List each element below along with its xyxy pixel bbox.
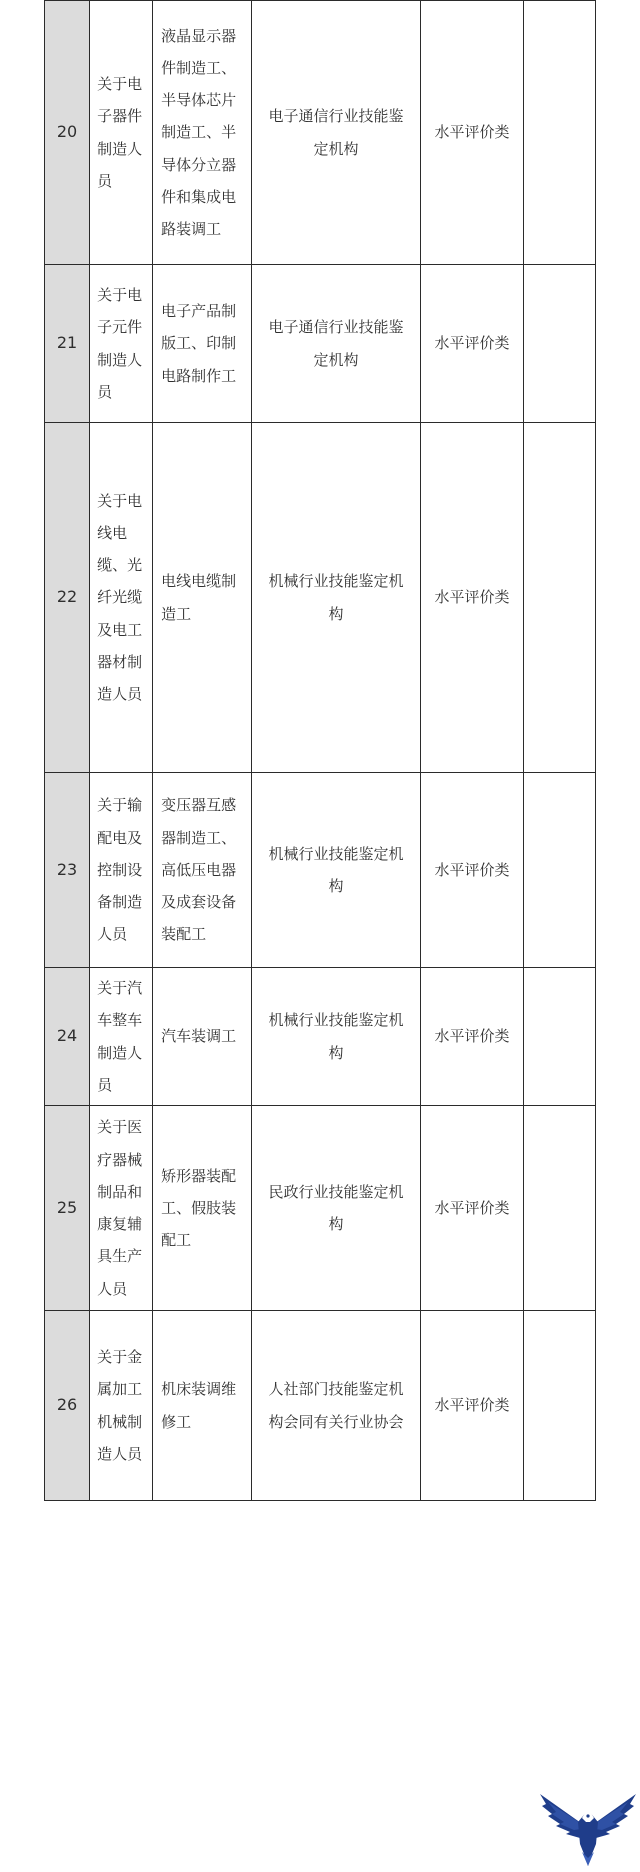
category-cell: 关于电子器件制造人员 (90, 1, 153, 265)
evaluation-type-cell: 水平评价类 (421, 1, 523, 265)
agency-cell: 机械行业技能鉴定机构 (251, 423, 421, 773)
row-number: 26 (45, 1311, 90, 1501)
occupations-cell: 电线电缆制造工 (153, 423, 252, 773)
table-row (45, 968, 596, 1106)
category-cell: 关于医疗器械制品和康复辅具生产人员 (90, 1106, 153, 1311)
table-row (45, 1106, 596, 1311)
row-number: 21 (45, 265, 90, 423)
eagle-icon (538, 1788, 638, 1868)
row-number: 24 (45, 968, 90, 1106)
occupations-cell: 机床装调维修工 (153, 1311, 252, 1501)
evaluation-type-cell: 水平评价类 (421, 968, 523, 1106)
note-cell (523, 265, 595, 423)
occupations-cell: 变压器互感器制造工、高低压电器及成套设备装配工 (153, 773, 252, 968)
note-cell (523, 1, 595, 265)
agency-cell: 电子通信行业技能鉴定机构 (251, 265, 421, 423)
table-row (45, 423, 596, 773)
evaluation-type-cell: 水平评价类 (421, 423, 523, 773)
evaluation-type-cell: 水平评价类 (421, 1106, 523, 1311)
table-row (45, 773, 596, 968)
table-row (45, 1311, 596, 1501)
evaluation-type-cell: 水平评价类 (421, 1311, 523, 1501)
occupations-cell: 液晶显示器件制造工、半导体芯片制造工、半导体分立器件和集成电路装调工 (153, 1, 252, 265)
occupation-table (44, 0, 596, 1501)
category-cell: 关于电子元件制造人员 (90, 265, 153, 423)
row-number: 23 (45, 773, 90, 968)
category-cell: 关于电线电缆、光纤光缆及电工器材制造人员 (90, 423, 153, 773)
category-cell: 关于汽车整车制造人员 (90, 968, 153, 1106)
agency-cell: 机械行业技能鉴定机构 (251, 968, 421, 1106)
row-number: 22 (45, 423, 90, 773)
note-cell (523, 1106, 595, 1311)
category-cell: 关于输配电及控制设备制造人员 (90, 773, 153, 968)
row-number: 25 (45, 1106, 90, 1311)
agency-cell: 电子通信行业技能鉴定机构 (251, 1, 421, 265)
agency-cell: 机械行业技能鉴定机构 (251, 773, 421, 968)
occupations-cell: 矫形器装配工、假肢装配工 (153, 1106, 252, 1311)
agency-cell: 人社部门技能鉴定机构会同有关行业协会 (251, 1311, 421, 1501)
row-number: 20 (45, 1, 90, 265)
agency-cell: 民政行业技能鉴定机构 (251, 1106, 421, 1311)
table-row (45, 265, 596, 423)
occupations-cell: 电子产品制版工、印制电路制作工 (153, 265, 252, 423)
category-cell: 关于金属加工机械制造人员 (90, 1311, 153, 1501)
occupation-table-container (44, 0, 596, 1501)
evaluation-type-cell: 水平评价类 (421, 265, 523, 423)
note-cell (523, 1311, 595, 1501)
note-cell (523, 968, 595, 1106)
occupations-cell: 汽车装调工 (153, 968, 252, 1106)
evaluation-type-cell: 水平评价类 (421, 773, 523, 968)
table-row (45, 1, 596, 265)
note-cell (523, 773, 595, 968)
note-cell (523, 423, 595, 773)
